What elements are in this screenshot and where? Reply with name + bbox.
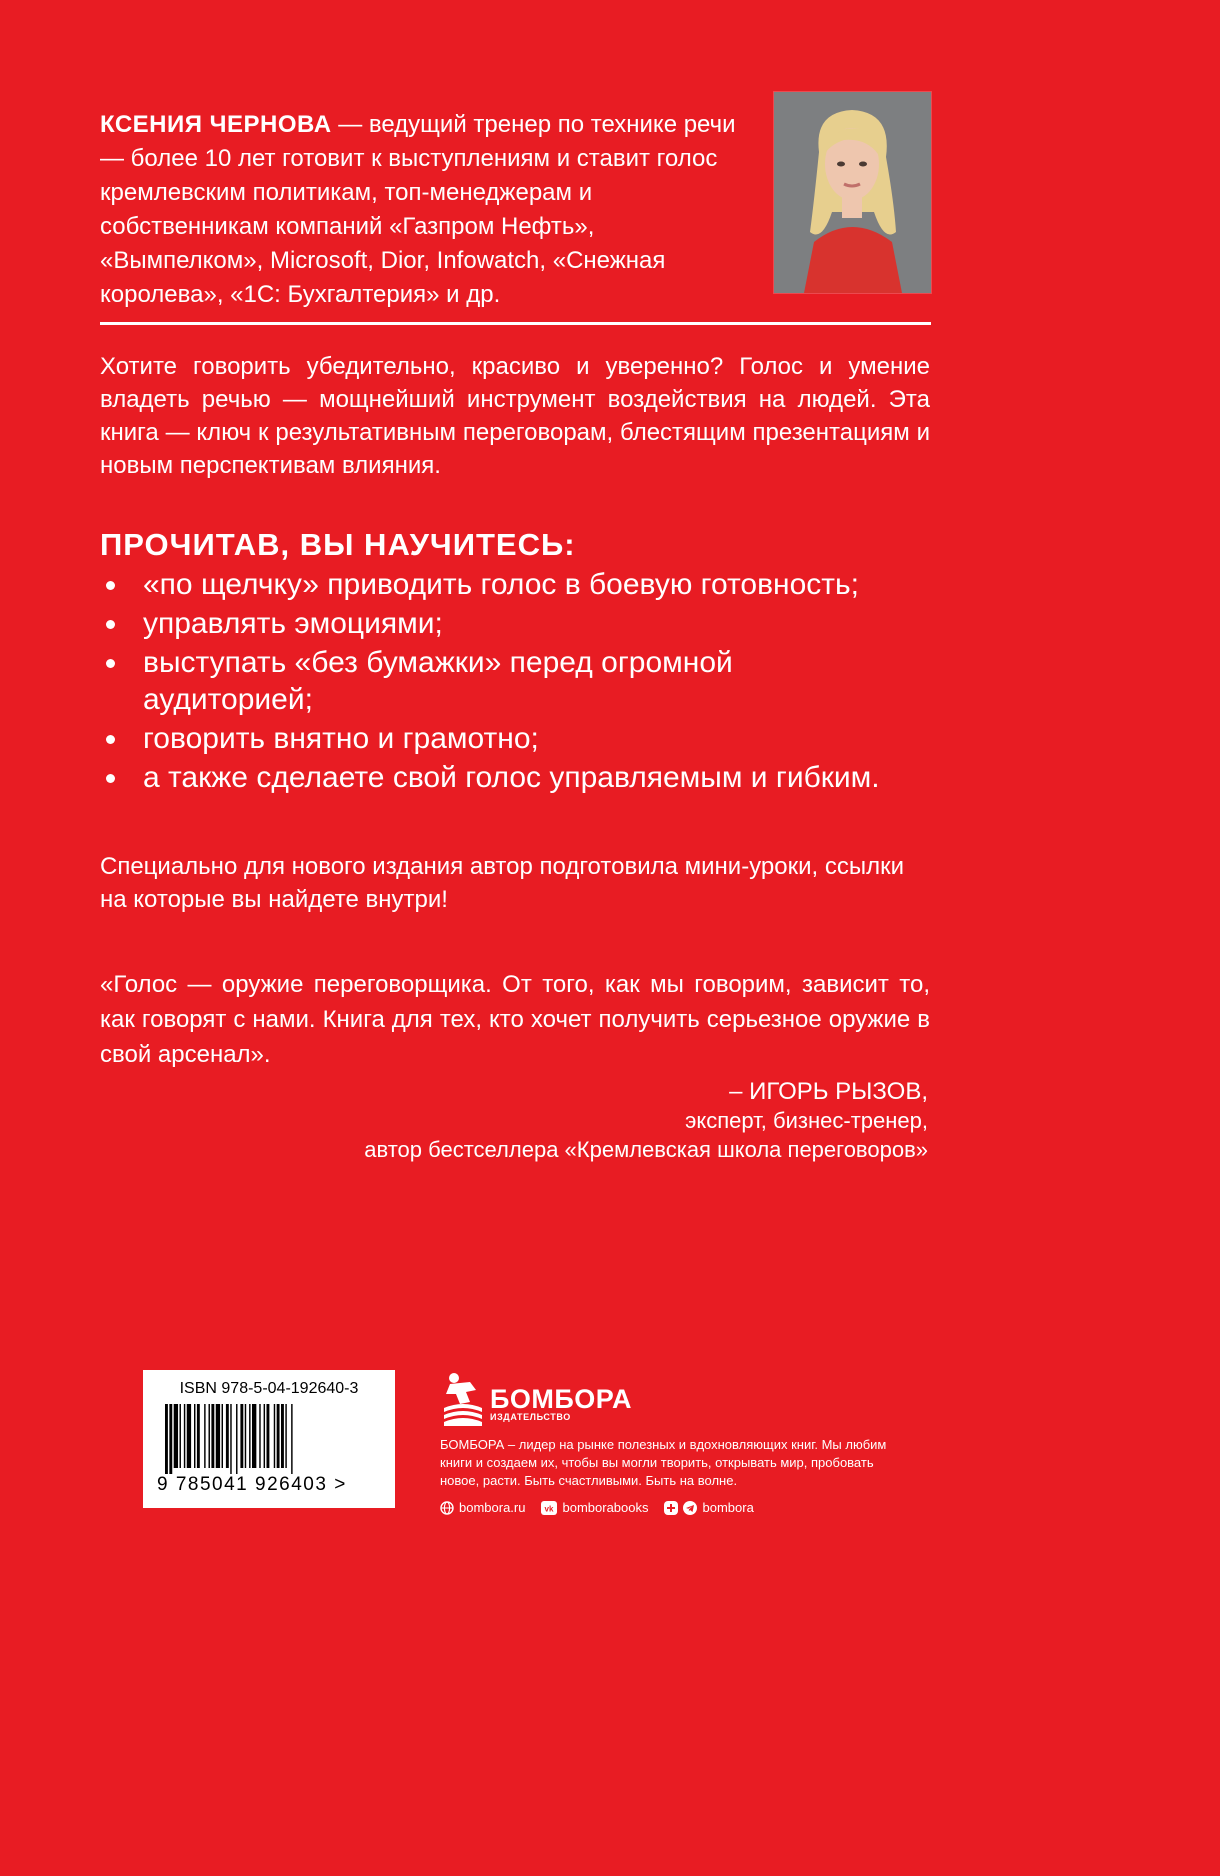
bullet-icon: [106, 620, 115, 629]
plus-icon: [664, 1501, 678, 1515]
list-item: [100, 720, 930, 757]
bombora-logo-icon: [440, 1370, 486, 1426]
learn-heading: ПРОЧИТАВ, ВЫ НАУЧИТЕСЬ:: [100, 527, 576, 562]
isbn-label: ISBN 978-5-04-192640-3: [179, 1380, 359, 1397]
barcode-digits: 9 785041 926403 >: [157, 1474, 347, 1495]
telegram-icon: [683, 1501, 697, 1515]
quote-author-name: – ИГОРЬ РЫЗОВ,: [729, 1078, 928, 1105]
author-block: [100, 108, 750, 312]
publisher-description: БОМБОРА – лидер на рынке полезных и вдохновляющих книг. Мы любим книги и создаем их, чтобы вы могли творить, открывать мир, пробовать новое, расти. Быть счастливыми. Быть на волне.: [440, 1437, 887, 1488]
list-item-text: а также сделаете свой голос управляемым и гибким.: [143, 761, 880, 794]
intro-paragraph: Хотите говорить убедительно, красиво и уверенно? Голос и умение владеть речью — мощнейший инструмент воздействия на людей. Эта книга — ключ к результативным переговорам, блестящим презентациям и новым перспективам влияния.: [100, 353, 930, 479]
publisher-subtitle: ИЗДАТЕЛЬСТВО: [490, 1412, 571, 1422]
link-telegram-label: bombora: [702, 1500, 754, 1515]
author-photo: [774, 92, 931, 293]
list-item: [100, 759, 930, 796]
quote-author-credit: автор бестселлера «Кремлевская школа переговоров»: [364, 1137, 928, 1162]
publisher-name: БОМБОРА: [490, 1384, 632, 1414]
list-item-text: управлять эмоциями;: [143, 607, 443, 640]
globe-icon: [440, 1501, 454, 1515]
link-website[interactable]: [440, 1500, 525, 1515]
special-note: Специально для нового издания автор подготовила мини-уроки, ссылки на которые вы найдете внутри!: [100, 853, 905, 913]
list-item: [100, 605, 930, 642]
divider: [100, 322, 931, 325]
author-bio: [100, 108, 750, 312]
quote-author-role: эксперт, бизнес-тренер,: [685, 1108, 928, 1133]
list-item-text: говорить внятно и грамотно;: [143, 722, 539, 755]
link-website-label: bombora.ru: [459, 1500, 526, 1515]
svg-text:vk: vk: [545, 1504, 554, 1513]
list-item-text: выступать «без бумажки» перед огромной аудиторией;: [143, 646, 733, 716]
bullet-icon: [106, 774, 115, 783]
learn-list: [100, 566, 930, 796]
author-name: КСЕНИЯ ЧЕРНОВА: [100, 111, 332, 138]
vk-icon: [541, 1501, 557, 1515]
list-item: [100, 566, 930, 603]
link-telegram[interactable]: [664, 1500, 753, 1515]
barcode-box: [143, 1370, 395, 1508]
publisher-logo: [440, 1370, 900, 1426]
bullet-icon: [106, 581, 115, 590]
list-item: [100, 644, 783, 718]
barcode: [165, 1404, 373, 1474]
quote-text: «Голос — оружие переговорщика. От того, как мы говорим, зависит то, как говорят с нами. Книга для тех, кто хочет получить серьезное оружие в свой арсенал».: [100, 971, 930, 1068]
bullet-icon: [106, 735, 115, 744]
link-vk-label: bomborabooks: [562, 1500, 649, 1515]
author-bio-text: — ведущий тренер по технике речи — более 10 лет готовит к выступлениям и ставит голос кремлевским политикам, топ-менеджерам и собственникам компаний «Газпром Нефть», «Вымпелком», Microsoft, Dior, Infowatch, «Снежная королева», «1С: Бухгалтерия» и др.: [100, 111, 736, 308]
bullet-icon: [106, 659, 115, 668]
publisher-links: [440, 1500, 900, 1515]
list-item-text: «по щелчку» приводить голос в боевую готовность;: [143, 568, 859, 601]
author-portrait: [774, 92, 931, 293]
publisher-block: [440, 1370, 900, 1515]
link-vk[interactable]: [541, 1500, 648, 1515]
quote-attribution: [364, 1077, 928, 1164]
